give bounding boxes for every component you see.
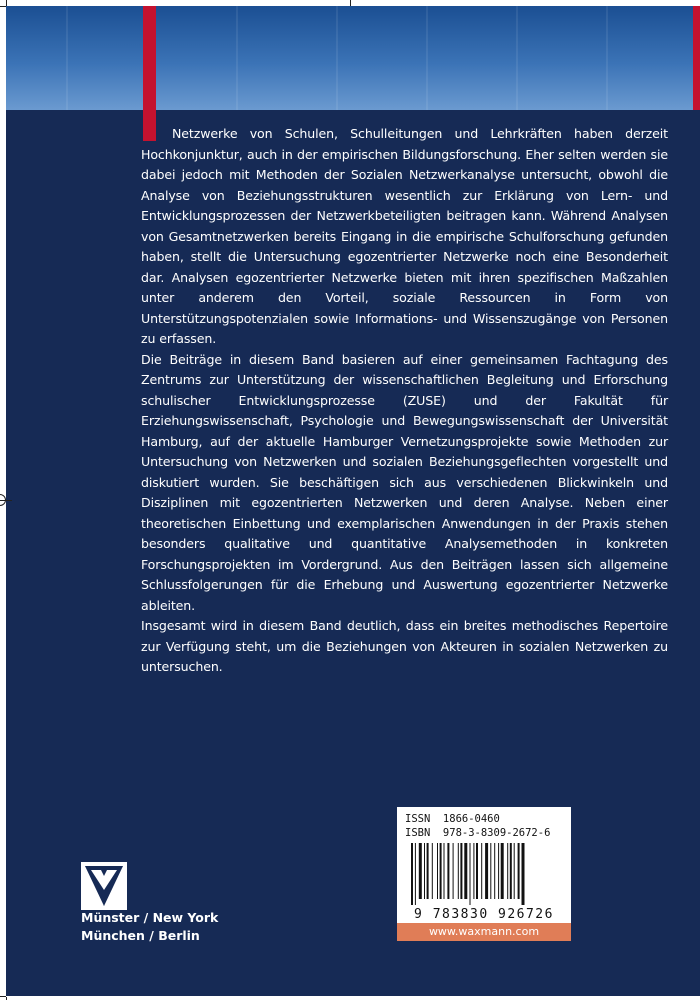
blurb-paragraph-3: Insgesamt wird in diesem Band deutlich, dass ein breites methodisches Repertoire zur Verfügung steht, um die Beziehungen von Akteuren in sozialen Netzwerken zu untersuchen. — [141, 618, 668, 674]
barcode-bar — [437, 843, 438, 899]
barcode-bar — [415, 843, 416, 905]
blurb-text — [141, 124, 668, 678]
crop-mark — [350, 0, 351, 6]
barcode-bar — [440, 843, 442, 899]
barcode-bar — [485, 843, 488, 899]
barcode-bar — [498, 843, 499, 899]
barcode-bar — [510, 843, 512, 899]
barcode-bar — [444, 843, 445, 899]
ean-barcode — [409, 843, 559, 905]
blurb-paragraph-1: Netzwerke von Schulen, Schulleitungen und Lehrkräften haben derzeit Hochkonjunktur, auch in der empirischen Bildungsforschung. Eher selten werden sie dabei jedoch mit Methoden der Sozialen Netzwerkanalyse untersucht, obwohl die Analyse von Beziehungsstrukturen wesentlich zur Erklärung von Lern- und Entwicklungsprozessen der Netzwerkbeteiligten beitragen kann. Während Analysen von Gesamtnetzwerken bereits Eingang in die empirische Schulforschung gefunden haben, stellt die Untersuchung egozentrierter Netzwerke noch eine Besonderheit dar. Analysen egozentrierter Netzwerke bieten mit ihren spezifischen Maßzahlen unter anderem den Vorteil, soziale Ressourcen in Form von Unterstützungspotenzialen sowie Informations- und Wissenszugänge von Personen zu erfassen. — [141, 126, 668, 346]
barcode-bar — [501, 843, 504, 899]
crop-mark — [6, 0, 7, 6]
barcode-bar — [470, 843, 471, 905]
barcode-bar — [432, 843, 433, 899]
red-accent-bar — [143, 6, 156, 141]
issn-isbn-block — [405, 812, 550, 840]
barcode-bar — [447, 843, 449, 899]
barcode-bar — [464, 843, 467, 899]
barcode-bar — [427, 843, 429, 899]
barcode-bar — [453, 843, 454, 899]
barcode-panel — [397, 807, 571, 923]
barcode-bar — [473, 843, 474, 899]
barcode-bar — [514, 843, 515, 899]
barcode-bar — [507, 843, 508, 899]
crop-mark — [0, 6, 6, 7]
barcode-bar — [481, 843, 482, 899]
waxmann-w-logo-icon — [81, 862, 127, 910]
publisher-url[interactable]: www.waxmann.com — [397, 923, 571, 941]
barcode-bar — [522, 843, 525, 905]
publisher-locations — [81, 909, 218, 945]
barcode-bar — [419, 843, 422, 899]
publisher-cities-line-1: Münster / New York — [81, 910, 219, 925]
barcode-bar — [411, 843, 413, 905]
barcode-bar — [460, 843, 462, 899]
barcode-bar — [518, 843, 520, 899]
barcode-bar — [458, 843, 459, 899]
red-edge-bar — [693, 6, 700, 110]
publisher-cities-line-2: München / Berlin — [81, 928, 200, 943]
barcode-bar — [494, 843, 495, 899]
barcode-bar — [424, 843, 425, 899]
blurb-paragraph-2: Die Beiträge in diesem Band basieren auf einer gemeinsamen Fachtagung des Zentrums zur Unterstützung der wissenschaftlichen Begleitung und Erforschung schulischer Entwicklungsprozesse (ZUSE) und der Fakultät für Erziehungswissenschaft, Psychologie und Bewegungswissenschaft der Universität Hamburg, auf der aktuelle Hamburger Vernetzungsprojekte sowie Methoden zur Untersuchung von Netzwerken und sozialen Beziehungsgeflechten vorgestellt und diskutiert wurden. Sie beschäftigen sich aus verschiedenen Blickwinkeln und Disziplinen mit egozentrierten Netzwerken und deren Analyse. Neben einer theoretischen Einbettung und exemplarischen Anwendungen in der Praxis stehen besonders qualitative und quantitative Analysemethoden in konkreten Forschungsprojekten im Vordergrund. Aus den Beiträgen lassen sich allgemeine Schlussfolgerungen für die Erhebung und Auswertung egozentrierter Netzwerke ableiten. — [141, 351, 668, 613]
issn-line: ISSN 1866-0460 — [405, 813, 500, 825]
top-banner — [6, 6, 700, 110]
barcode-bar — [476, 843, 478, 899]
barcode-bar — [490, 843, 491, 899]
barcode-digits: 9 783830 926726 — [414, 907, 554, 922]
isbn-line: ISBN 978-3-8309-2672-6 — [405, 827, 551, 839]
